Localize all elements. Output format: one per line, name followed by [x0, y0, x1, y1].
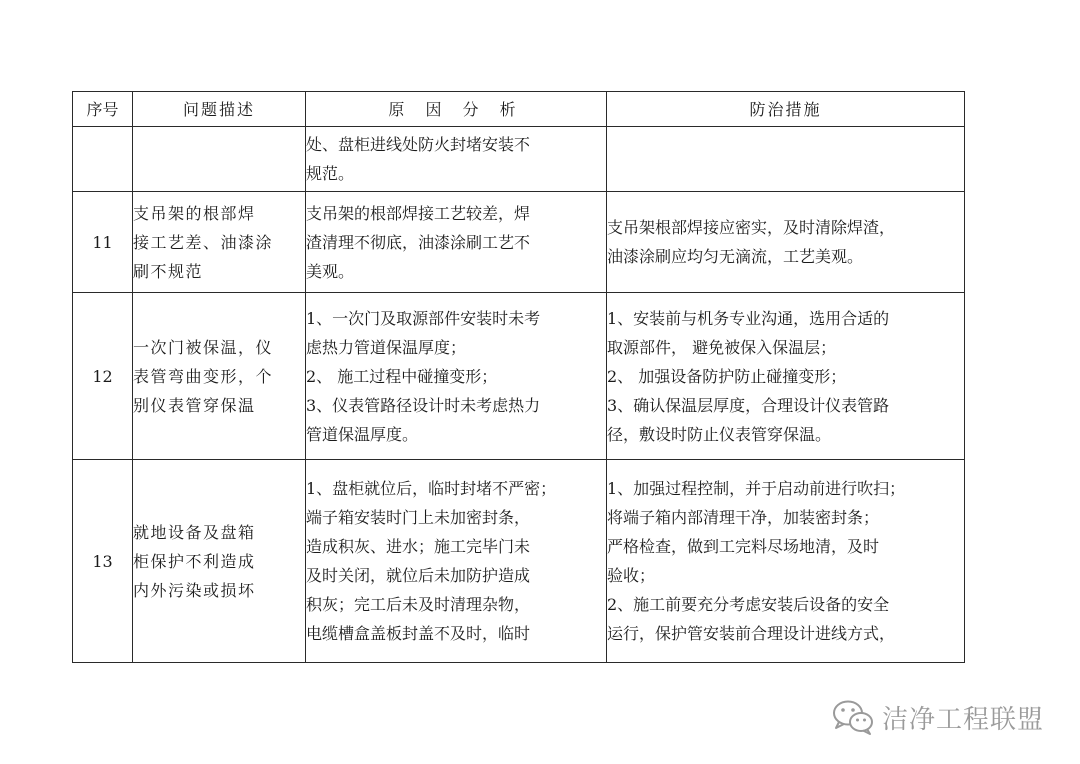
text-line: 别仪表管穿保温 — [133, 395, 256, 415]
row-number: 11 — [73, 192, 133, 293]
table-row — [73, 460, 965, 663]
text-line: 美观。 — [306, 261, 355, 281]
header-no: 序号 — [73, 92, 133, 127]
text-line: 验收； — [607, 566, 656, 585]
prevention-cell — [607, 192, 965, 293]
prevention-cell — [607, 293, 965, 460]
cause-cell — [306, 460, 607, 663]
header-row — [73, 92, 965, 127]
header-cause: 原 因 分 析 — [306, 92, 607, 127]
text-line: 支吊架的根部焊 — [133, 203, 256, 223]
text-line: 3、确认保温层厚度，合理设计仪表管路 — [607, 395, 890, 415]
row-number: 12 — [73, 293, 133, 460]
text-line: 取源部件， 避免被保入保温层； — [607, 337, 837, 357]
text-line: 支吊架的根部焊接工艺较差，焊 — [306, 203, 531, 223]
text-line: 规范。 — [306, 164, 355, 183]
prevention-cell — [607, 460, 965, 663]
text-line: 一次门被保温，仪 — [133, 337, 274, 357]
text-line: 电缆槽盒盖板封盖不及时，临时 — [306, 624, 531, 643]
text-line: 造成积灰、进水；施工完毕门未 — [306, 537, 531, 556]
text-line: 积灰；完工后未及时清理杂物， — [306, 595, 531, 614]
watermark — [830, 697, 1044, 737]
table-row — [73, 293, 965, 460]
text-line: 油漆涂刷应均匀无滴流，工艺美观。 — [607, 247, 864, 266]
watermark-text: 洁净工程联盟 — [882, 704, 1045, 735]
prevention-cell — [607, 127, 965, 192]
text-line: 及时关闭，就位后未加防护造成 — [306, 566, 531, 585]
text-line: 内外污染或损坏 — [133, 580, 256, 600]
problem-cell — [133, 460, 306, 663]
text-line: 1、盘柜就位后，临时封堵不严密； — [306, 479, 557, 498]
text-line: 2、施工前要充分考虑安装后设备的安全 — [607, 595, 890, 614]
text-line: 2、 施工过程中碰撞变形； — [306, 366, 498, 386]
text-line: 将端子箱内部清理干净，加装密封条； — [607, 508, 880, 527]
wechat-icon — [830, 697, 876, 737]
cause-cell — [306, 192, 607, 293]
text-line: 径，敷设时防止仪表管穿保温。 — [607, 424, 832, 444]
problem-cell — [133, 127, 306, 192]
text-line: 1、一次门及取源部件安装时未考 — [306, 308, 541, 328]
text-line: 处、盘柜进线处防火封堵安装不 — [306, 135, 531, 154]
text-line: 刷不规范 — [133, 261, 204, 281]
header-prevention: 防治措施 — [607, 92, 965, 127]
text-line: 接工艺差、油漆涂 — [133, 232, 274, 252]
text-line: 运行，保护管安装前合理设计进线方式， — [607, 624, 896, 643]
text-line: 柜保护不利造成 — [133, 551, 256, 571]
cause-cell — [306, 127, 607, 192]
problem-cell — [133, 192, 306, 293]
problem-cell — [133, 293, 306, 460]
table-row — [73, 192, 965, 293]
text-line: 就地设备及盘箱 — [133, 522, 256, 542]
text-line: 管道保温厚度。 — [306, 424, 419, 444]
cause-cell — [306, 293, 607, 460]
text-line: 表管弯曲变形，个 — [133, 366, 274, 386]
table-row-continued — [73, 127, 965, 192]
text-line: 渣清理不彻底，油漆涂刷工艺不 — [306, 232, 531, 252]
text-line: 3、仪表管路径设计时未考虑热力 — [306, 395, 541, 415]
row-number: 13 — [73, 460, 133, 663]
text-line: 1、加强过程控制，并于启动前进行吹扫； — [607, 479, 906, 498]
header-problem: 问题描述 — [133, 92, 306, 127]
text-line: 严格检查，做到工完料尽场地清，及时 — [607, 537, 880, 556]
text-line: 端子箱安装时门上未加密封条， — [306, 508, 531, 527]
text-line: 1、安装前与机务专业沟通，选用合适的 — [607, 308, 890, 328]
row-number — [73, 127, 133, 192]
text-line: 2、 加强设备防护防止碰撞变形； — [607, 366, 847, 386]
text-line: 虑热力管道保温厚度； — [306, 337, 467, 357]
issue-table — [72, 91, 965, 663]
text-line: 支吊架根部焊接应密实，及时清除焊渣， — [607, 218, 896, 237]
